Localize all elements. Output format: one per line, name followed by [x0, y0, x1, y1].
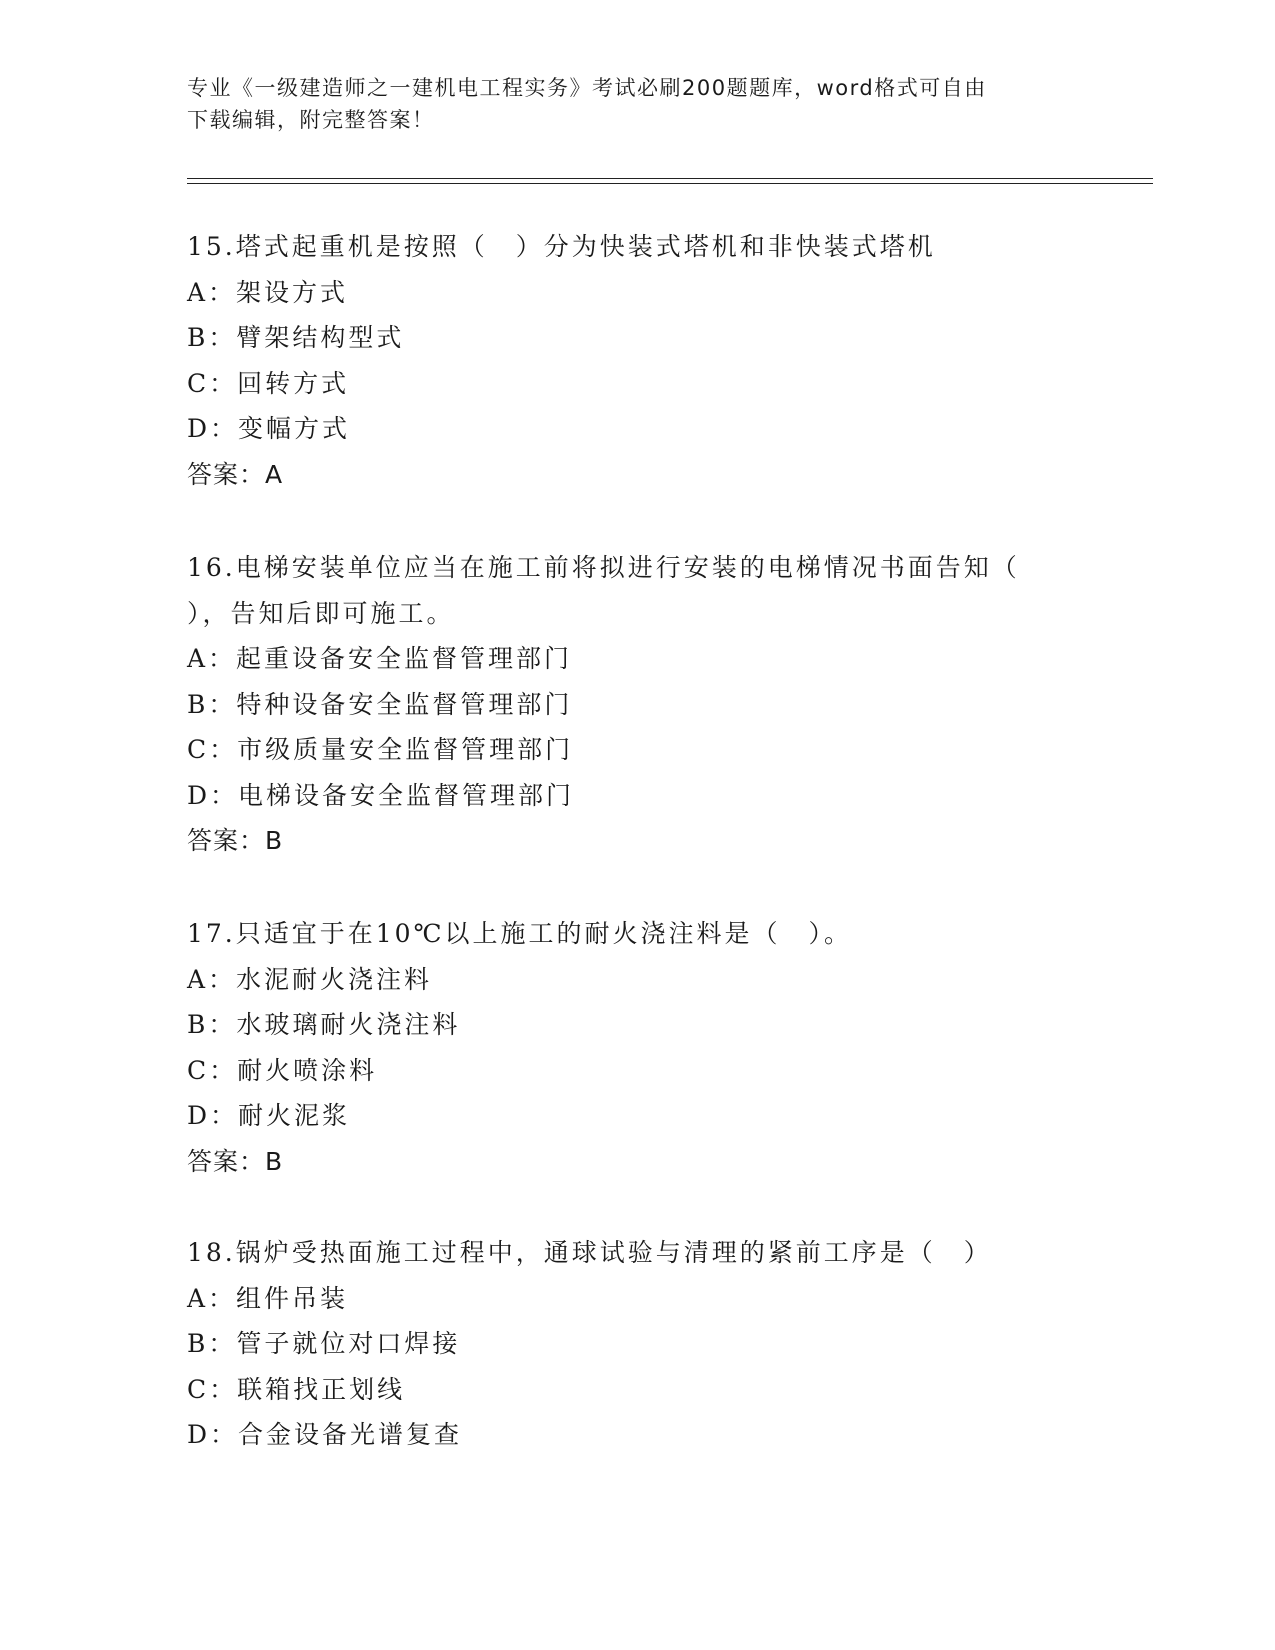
option-c: C：市级质量安全监督管理部门	[187, 735, 574, 764]
document-header	[187, 72, 1087, 136]
answer-line: 答案：B	[187, 1146, 284, 1176]
option-a: A：组件吊装	[187, 1283, 349, 1313]
question-15	[187, 224, 1087, 497]
answer-line: 答案：A	[187, 459, 284, 489]
option-a: A：水泥耐火浇注料	[187, 964, 433, 994]
question-stem: 16.电梯安装单位应当在施工前将拟进行安装的电梯情况书面告知（	[187, 553, 1020, 582]
option-c: C：耐火喷涂料	[187, 1055, 378, 1085]
question-17	[187, 911, 1087, 1184]
question-stem: 17.只适宜于在10℃以上施工的耐火浇注料是（ ）。	[187, 919, 853, 948]
question-18	[187, 1230, 1087, 1458]
question-stem: 18.锅炉受热面施工过程中，通球试验与清理的紧前工序是（ ）	[187, 1238, 992, 1267]
option-b: B：水玻璃耐火浇注料	[187, 1010, 461, 1039]
option-b: B：管子就位对口焊接	[187, 1329, 461, 1358]
option-d: D：合金设备光谱复查	[187, 1420, 463, 1449]
option-d: D：耐火泥浆	[187, 1101, 351, 1130]
option-b: B：特种设备安全监督管理部门	[187, 689, 573, 719]
header-line-1: 专业《一级建造师之一建机电工程实务》考试必刷200题题库，word格式可自由	[187, 76, 987, 100]
option-d: D：变幅方式	[187, 414, 351, 443]
answer-line: 答案：B	[187, 826, 284, 855]
option-a: A：起重设备安全监督管理部门	[187, 644, 573, 673]
header-line-2: 下载编辑，附完整答案！	[187, 108, 435, 132]
option-c: C：回转方式	[187, 368, 350, 398]
question-stem-continued: ），告知后即可施工。	[187, 598, 455, 628]
header-rule-bottom	[187, 183, 1153, 184]
option-d: D：电梯设备安全监督管理部门	[187, 780, 575, 810]
option-a: A：架设方式	[187, 277, 349, 307]
question-stem: 15.塔式起重机是按照（ ）分为快装式塔机和非快装式塔机	[187, 232, 936, 261]
question-16	[187, 545, 1087, 864]
option-b: B：臂架结构型式	[187, 323, 405, 352]
option-c: C：联箱找正划线	[187, 1374, 406, 1404]
header-rule-top	[187, 178, 1153, 179]
